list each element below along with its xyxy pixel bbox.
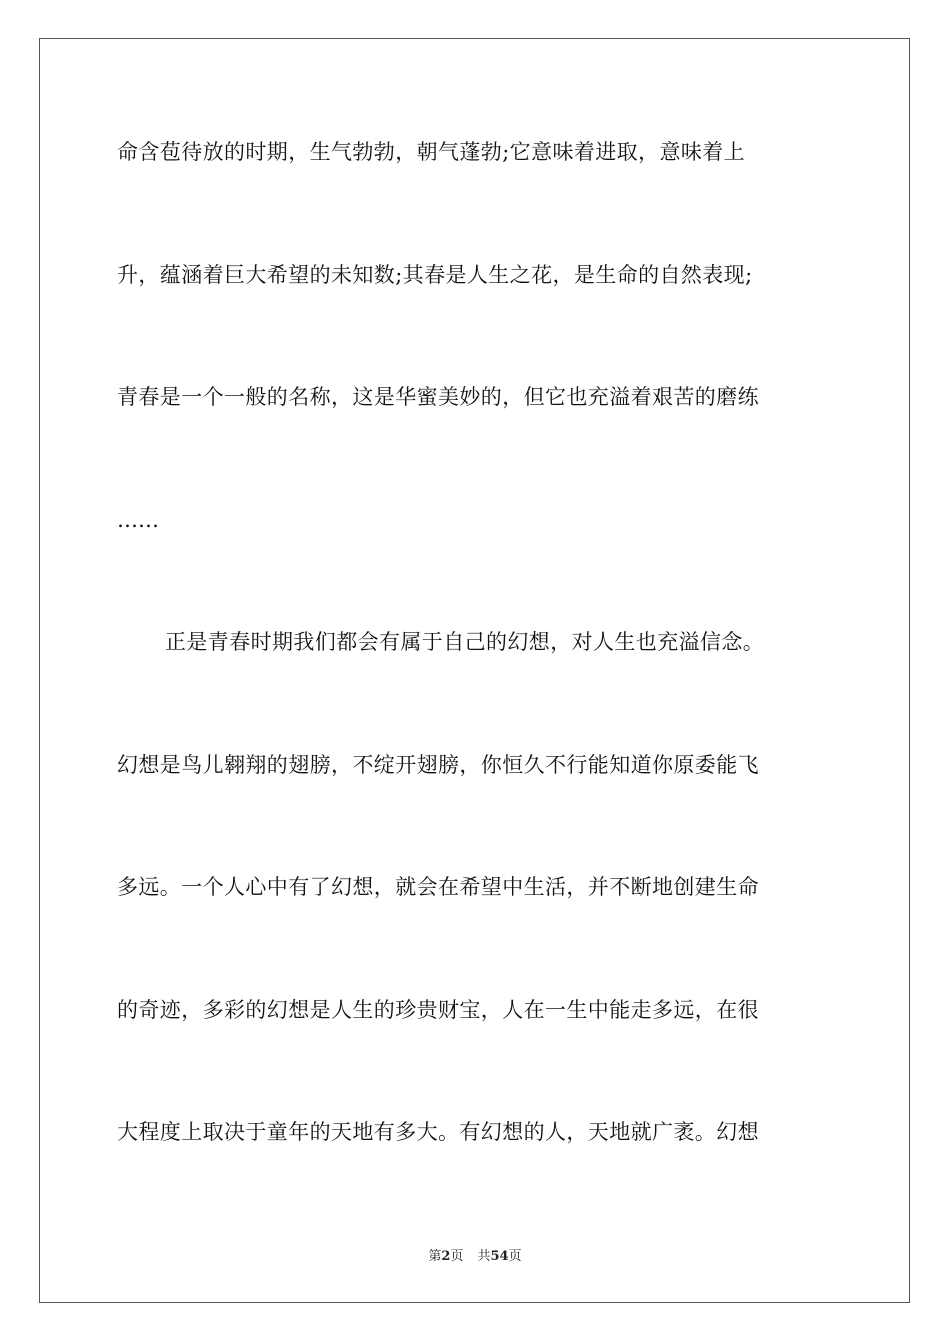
text-line: 的奇迹，多彩的幻想是人生的珍贵财宝，人在一生中能走多远，在很 [117,997,759,1022]
text-line: 青春是一个一般的名称，这是华蜜美妙的，但它也充溢着艰苦的磨练 [117,385,759,409]
document-body [117,128,832,1231]
paragraph-first-line: 正是青春时期我们都会有属于自己的幻想，对人生也充溢信念。 [165,630,765,654]
text-line: 多远。一个人心中有了幻想，就会在希望中生活，并不断地创建生命 [117,875,759,899]
total-prefix: 共 [477,1249,491,1264]
page-footer [0,1245,950,1264]
total-pages: 54 [490,1249,509,1264]
text-line: …… [117,507,159,532]
page-prefix: 第 [428,1249,442,1264]
total-suffix: 页 [508,1249,522,1264]
page-suffix: 页 [450,1249,464,1264]
page-number: 2 [441,1249,451,1264]
text-line: 升，蕴涵着巨大希望的未知数;其春是人生之花，是生命的自然表现; [117,262,753,287]
text-line: 命含苞待放的时期，生气勃勃，朝气蓬勃;它意味着进取，意味着上 [117,140,746,164]
text-line: 幻想是鸟儿翱翔的翅膀，不绽开翅膀，你恒久不行能知道你原委能飞 [117,752,759,777]
text-line: 大程度上取决于童年的天地有多大。有幻想的人，天地就广袤。幻想 [117,1120,759,1144]
